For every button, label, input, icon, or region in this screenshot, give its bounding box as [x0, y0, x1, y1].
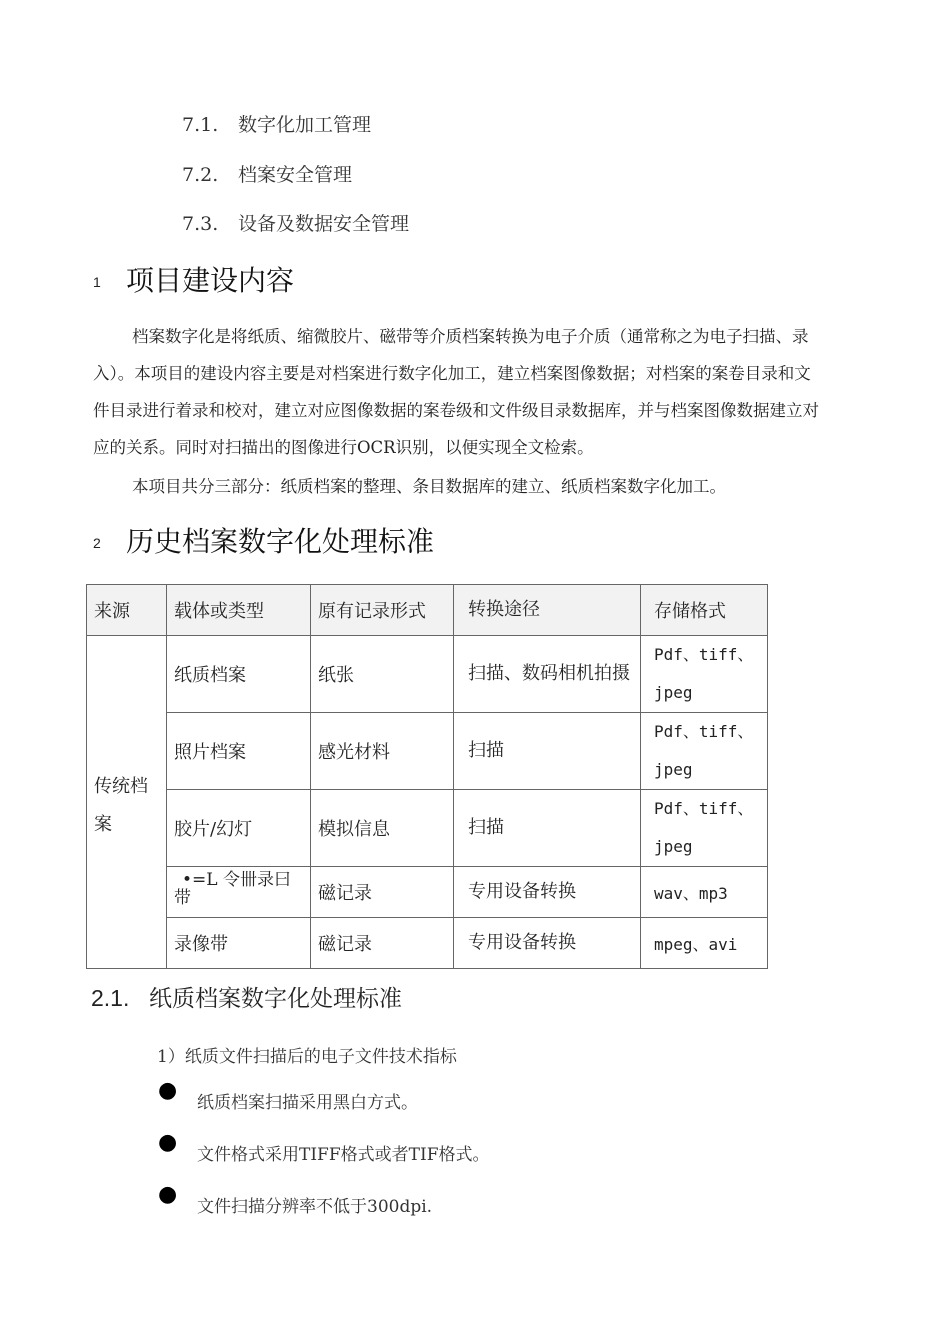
paragraph-line: 入）。本项目的建设内容主要是对档案进行数字化加工，建立档案图像数据；对档案的案卷目录和文 [93, 364, 811, 383]
table-row [87, 918, 768, 969]
source-cell [87, 636, 167, 969]
carrier-type-cell: 录像带 [167, 918, 311, 969]
format-line: jpeg [654, 837, 693, 856]
paragraph-line: 档案数字化是将纸质、缩微胶片、磁带等介质档案转换为电子介质（通常称之为电子扫描、录 [132, 327, 809, 346]
subsection-number: 2.1. [91, 985, 130, 1011]
format-line: Pdf、tiff、 [654, 645, 754, 664]
table-header: 载体或类型 [167, 585, 311, 636]
format-line: jpeg [654, 683, 693, 702]
conversion-cell: 扫描 [454, 713, 641, 790]
toc-number: 7.2. [182, 164, 219, 186]
table-header: 存储格式 [641, 585, 768, 636]
storage-format-cell [641, 790, 768, 867]
carrier-type-cell: 照片档案 [167, 713, 311, 790]
paragraph: 本项目共分三部分：纸质档案的整理、条目数据库的建立、纸质档案数字化加工。 [132, 477, 726, 496]
section-number: 2 [93, 535, 101, 551]
original-form-cell: 感光材料 [311, 713, 454, 790]
toc-item [182, 160, 352, 187]
paragraph-line: 件目录进行着录和校对，建立对应图像数据的案卷级和文件级目录数据库，并与档案图像数据建立对 [93, 401, 819, 420]
toc-item [182, 209, 409, 236]
format-line: Pdf、tiff、 [654, 722, 754, 741]
list-item: 文件格式采用TIFF格式或者TIF格式。 [197, 1145, 490, 1165]
section-heading: 项目建设内容 [126, 264, 295, 297]
carrier-type-cell: 胶片/幻灯 [167, 790, 311, 867]
table-header-row [87, 585, 768, 636]
conversion-cell: 专用设备转换 [454, 867, 641, 918]
table-row [87, 636, 768, 713]
conversion-cell: 扫描 [454, 790, 641, 867]
original-form-cell: 模拟信息 [311, 790, 454, 867]
storage-format-cell [641, 713, 768, 790]
table-row [87, 713, 768, 790]
table-header: 来源 [87, 585, 167, 636]
bullet-icon: ● [158, 1130, 178, 1155]
format-line: Pdf、tiff、 [654, 799, 754, 818]
carrier-type-cell: 纸质档案 [167, 636, 311, 713]
toc-item [182, 110, 371, 137]
conversion-cell: 扫描、数码相机拍摄 [454, 636, 641, 713]
original-form-cell: 磁记录 [311, 918, 454, 969]
toc-number: 7.3. [182, 213, 219, 235]
toc-title: 设备及数据安全管理 [238, 213, 410, 235]
section-number: 1 [93, 274, 101, 290]
list-item: 文件扫描分辨率不低于300dpi. [197, 1197, 433, 1217]
paragraph-line: 应的关系。同时对扫描出的图像进行OCR识别，以便实现全文检索。 [93, 438, 594, 457]
original-form-cell: 纸张 [311, 636, 454, 713]
subsection-heading [91, 980, 402, 1013]
source-text-line: 传统档 [94, 776, 148, 797]
carrier-type-cell [167, 867, 311, 918]
digitization-standards-table [86, 584, 768, 969]
list-item: 纸质档案扫描采用黑白方式。 [197, 1093, 418, 1113]
toc-title: 档案安全管理 [238, 164, 353, 186]
storage-format-cell [641, 636, 768, 713]
subsection-title: 纸质档案数字化处理标准 [149, 986, 402, 1012]
section-heading: 历史档案数字化处理标准 [126, 525, 435, 558]
storage-format-cell: mpeg、avi [641, 918, 768, 969]
garbled-text: •=L 令卌录曰 [182, 870, 291, 890]
list-heading: 1）纸质文件扫描后的电子文件技术指标 [157, 1047, 457, 1067]
carrier-type-text: 带 [174, 888, 191, 908]
original-form-cell: 磁记录 [311, 867, 454, 918]
table-row [87, 790, 768, 867]
source-text-line: 案 [94, 814, 112, 835]
conversion-cell: 专用设备转换 [454, 918, 641, 969]
bullet-icon: ● [158, 1078, 178, 1103]
storage-format-cell: wav、mp3 [641, 867, 768, 918]
table-header: 原有记录形式 [311, 585, 454, 636]
table-header: 转换途径 [454, 585, 641, 636]
toc-title: 数字化加工管理 [238, 114, 372, 136]
bullet-icon: ● [158, 1182, 178, 1207]
table-row [87, 867, 768, 918]
format-line: jpeg [654, 760, 693, 779]
toc-number: 7.1. [182, 114, 219, 136]
